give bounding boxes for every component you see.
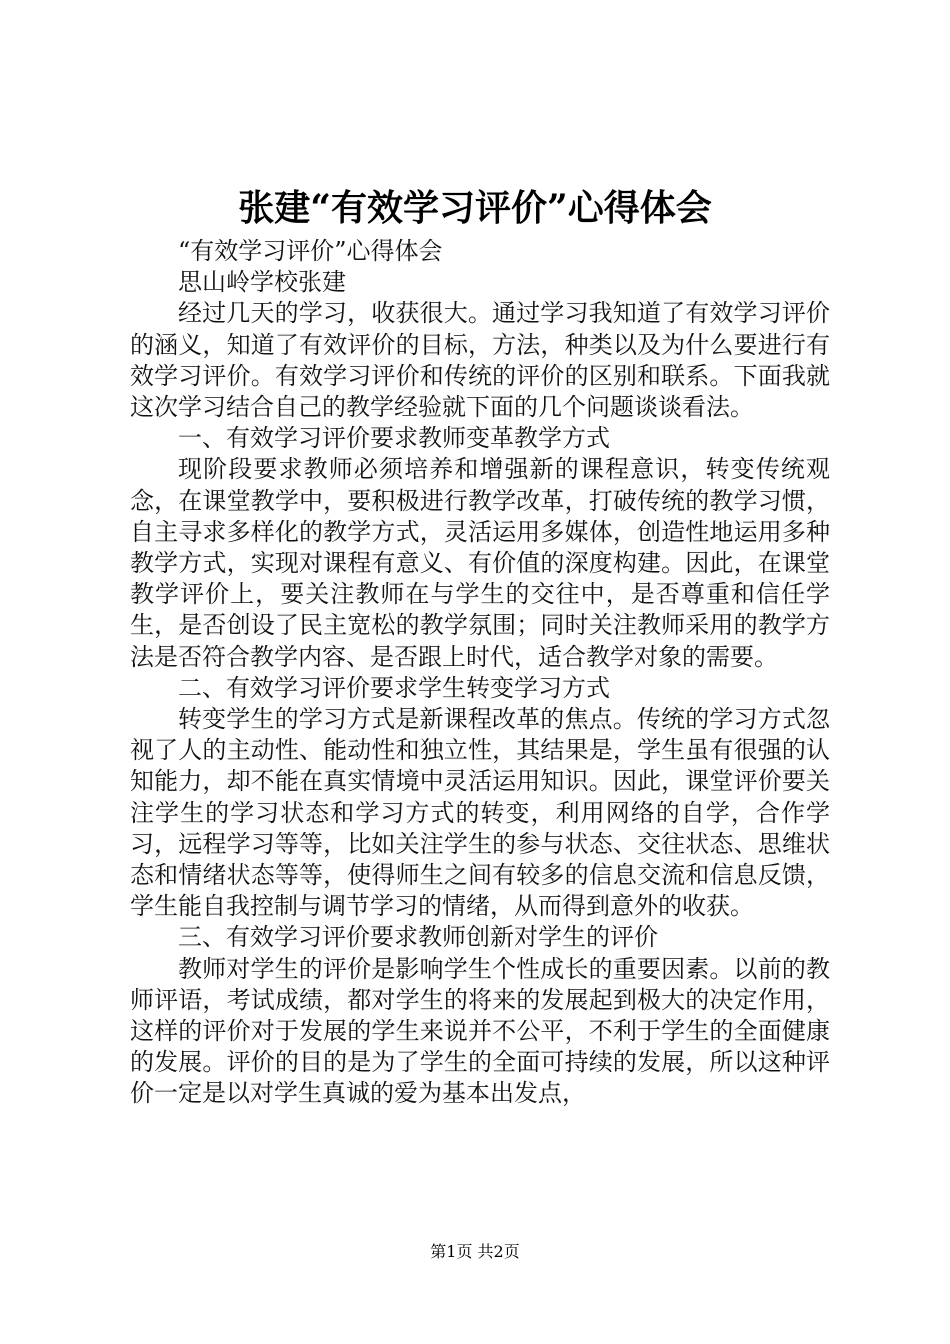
body-paragraph: 经过几天的学习，收获很大。通过学习我知道了有效学习评价的涵义，知道了有效评价的目标，方法，种类以及为什么要进行有效学习评价。有效学习评价和传统的评价的区别和联系。下面我就这次学习结合自己的教学经验就下面的几个问题谈谈看法。 xyxy=(130,299,830,422)
section-heading-2: 二、有效学习评价要求学生转变学习方式 xyxy=(178,673,610,702)
author-line: 思山岭学校张建 xyxy=(178,268,346,297)
subtitle-line: “有效学习评价”心得体会 xyxy=(178,237,443,265)
document-title: 张建“有效学习评价”心得体会 xyxy=(238,187,712,229)
document-body xyxy=(130,236,830,1110)
page-footer: 第1页 共2页 xyxy=(430,1242,520,1261)
section-heading-3: 三、有效学习评价要求教师创新对学生的评价 xyxy=(178,923,658,952)
body-paragraph: 现阶段要求教师必须培养和增强新的课程意识，转变传统观念，在课堂教学中，要积极进行教学改革，打破传统的教学习惯，自主寻求多样化的教学方式，灵活运用多媒体，创造性地运用多种教学方式，实现对课程有意义、有价值的深度构建。因此，在课堂教学评价上，要关注教师在与学生的交往中，是否尊重和信任学生，是否创设了民主宽松的教学氛围；同时关注教师采用的教学方法是否符合教学内容、是否跟上时代，适合教学对象的需要。 xyxy=(130,455,830,671)
body-paragraph: 转变学生的学习方式是新课程改革的焦点。传统的学习方式忽视了人的主动性、能动性和独立性，其结果是，学生虽有很强的认知能力，却不能在真实情境中灵活运用知识。因此，课堂评价要关注学生的学习状态和学习方式的转变，利用网络的自学，合作学习，远程学习等等，比如关注学生的参与状态、交往状态、思维状态和情绪状态等等，使得师生之间有较多的信息交流和信息反馈，学生能自我控制与调节学习的情绪，从而得到意外的收获。 xyxy=(130,705,830,921)
body-paragraph: 教师对学生的评价是影响学生个性成长的重要因素。以前的教师评语，考试成绩，都对学生的将来的发展起到极大的决定作用，这样的评价对于发展的学生来说并不公平，不利于学生的全面健康的发展。评价的目的是为了学生的全面可持续的发展，所以这种评价一定是以对学生真诚的爱为基本出发点， xyxy=(130,954,830,1108)
section-heading-1: 一、有效学习评价要求教师变革教学方式 xyxy=(178,424,610,453)
